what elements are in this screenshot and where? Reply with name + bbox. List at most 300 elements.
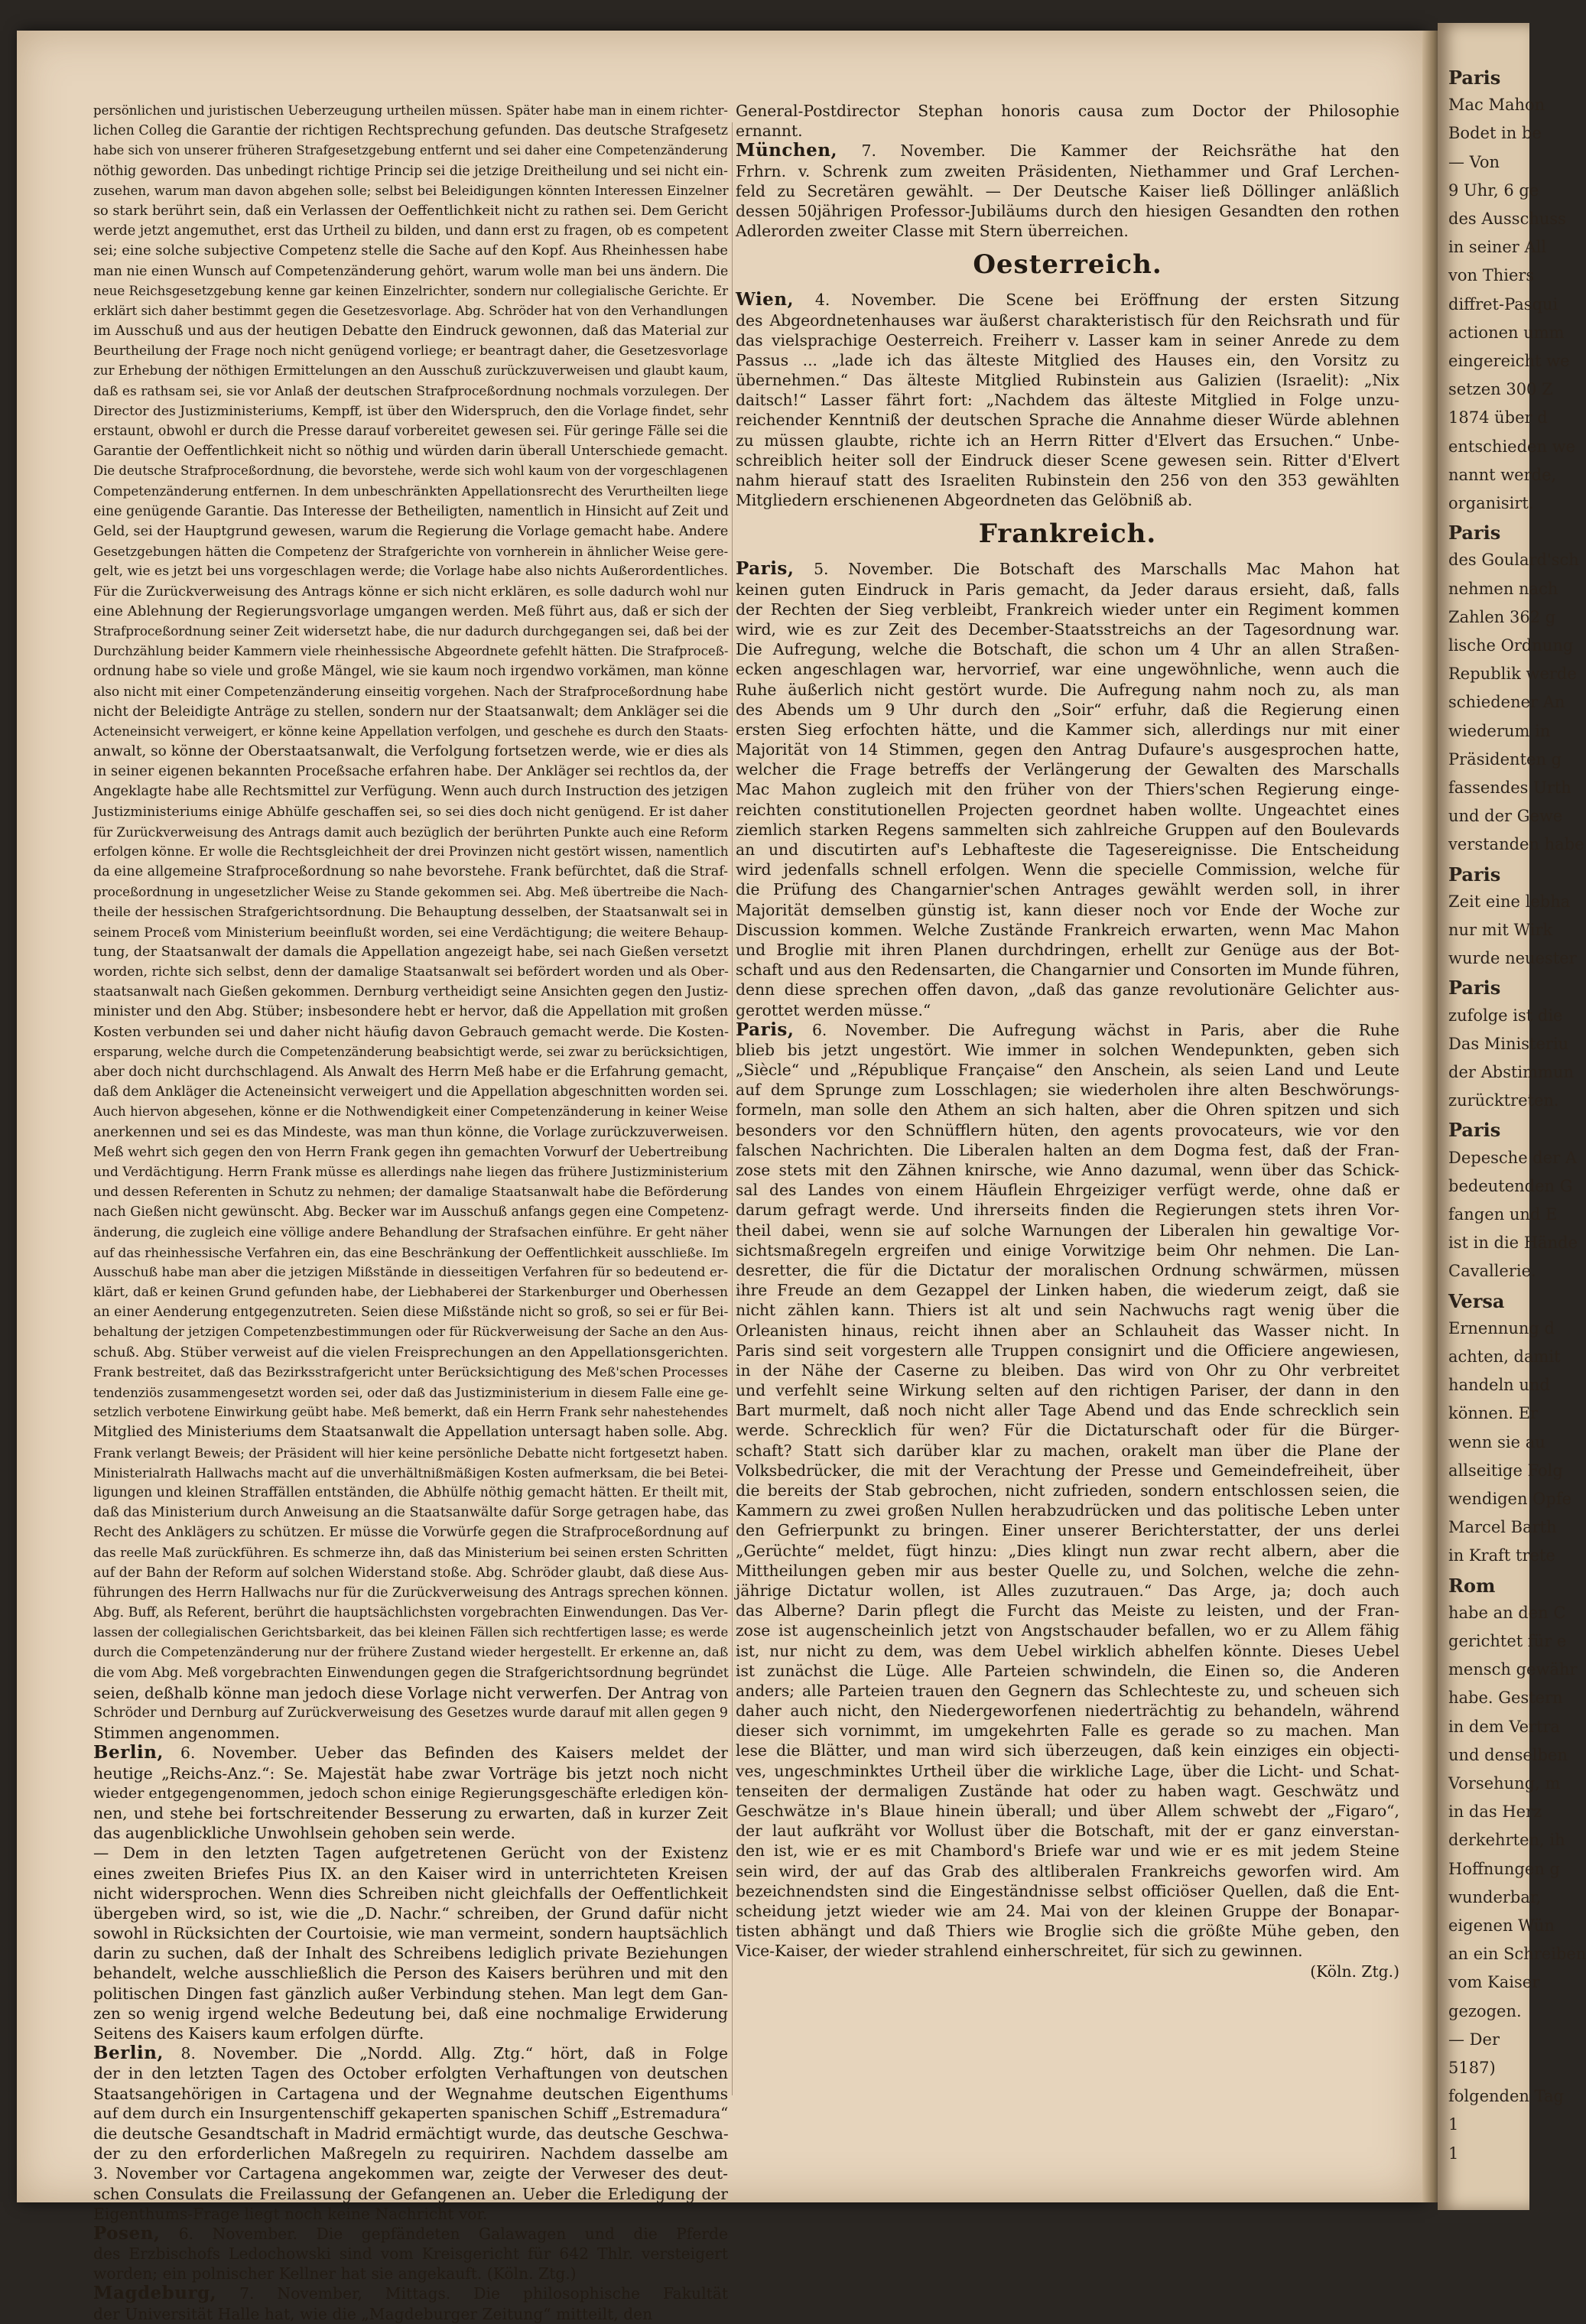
line-text: schaft? Statt sich darüber klar zu machen, orakelt man über die Plane der [736,1441,1399,1460]
line-text: Ausschuß habe man aber die jetzigen Mißstände in diesseitigen Verfahren für so bedeutend er- [93,1264,728,1280]
text-line [93,1443,728,1463]
line-text: nahm hierauf statt des Israeliten Rubinstein den 256 von den 353 gewählten [736,471,1399,489]
line-text: schreiblich heiter soll der Eindruck dieser Scene gewesen sein. Ritter d'Elvert [736,450,1399,470]
text-line [93,1022,728,1042]
text-line [93,2104,728,2124]
text-line [736,619,1399,639]
adjacent-page-edge [1438,23,1586,2210]
text-line [93,482,728,502]
text-line [93,742,728,762]
line-text: werde jetzt angemuthet, erst das Urtheil zu bilden, und dann erst zu fragen, ob es competent [93,223,729,239]
line-text: ernannt. [736,122,803,141]
line-text: welcher die Frage betreffs der Verlängerung der Gewalten des Marschalls [736,760,1399,779]
left-column [93,101,730,2323]
section-heading-austria: Oesterreich. [973,249,1162,281]
line-text: anerkennen und sei es das Mindeste, was man thun könne, die Vorlage zurückzuverweisen. [93,1123,729,1140]
text-line [736,1561,1399,1581]
line-text: Frank bestreitet, daß das Bezirksstrafgericht unter Berücksichtigung des Meß'schen Processes [93,1364,728,1380]
text-line [736,820,1399,840]
text-line [93,2204,728,2224]
adjacent-page-text: wenn sie au [1448,1432,1545,1451]
line-text: sal des Landes von einem Häuflein Ehrgeiziger verfügt werde, ohne daß er [736,1181,1399,1200]
adjacent-page-text: Cavallerie. [1448,1262,1536,1281]
adjacent-page-text: verstanden habe [1448,835,1584,854]
adjacent-page-text: derkehrten, ih [1448,1831,1565,1850]
adjacent-page-text: Das Ministeriu [1448,1034,1569,1053]
line-text: proceßordnung in ungesetzlicher Weise zu Stande gekommen sei. Abg. Meß übertreibe die Nach- [93,884,728,900]
adjacent-page-text: — Der [1448,2030,1500,2049]
adjacent-page-text: der Abstimmun [1448,1063,1575,1081]
text-line [736,680,1399,700]
text-line [736,1080,1399,1100]
line-text: wird, wie es zur Zeit des December-Staatsstreichs an der Tagesordnung war. [736,619,1399,639]
adjacent-page-text: Rom [1448,1574,1496,1597]
text-line [93,822,728,842]
text-line [736,1140,1399,1160]
text-line [736,121,1399,141]
text-line [736,1881,1399,1901]
adjacent-page-text: Paris [1448,522,1501,544]
line-text: 8. November. Die „Nordd. Allg. Ztg.“ hört, daß in Folge [163,2044,728,2063]
line-text: anders; alle Parteien trauen den Gegnern das Schlechteste zu, und scheuen sich [736,1681,1399,1700]
text-line [93,762,728,782]
text-line [93,2264,728,2283]
line-text: daß das Ministerium durch Anweisung an die Staatsanwälte dafür Sorge getragen habe, das [93,1505,729,1521]
line-text: also nicht mit einer Competenzänderung einseitig vorgehen. Nach der Strafproceßordnung habe [93,684,728,700]
line-text: Eigenthums-Frage liegt noch keine Nachricht vor. [93,2204,488,2223]
text-line [736,1461,1399,1481]
line-text: Majorität von 14 Stimmen, gegen den Antrag Dufaure's ausgesprochen hatte, [736,740,1399,759]
adjacent-page-text: gezogen. [1448,2001,1522,2020]
column-rule [732,122,733,2095]
adjacent-page-text: setzen 300 Z [1448,380,1553,399]
text-line [736,101,1399,121]
adjacent-page-text: fassendes Urth [1448,778,1571,797]
text-line [93,1563,728,1583]
line-text: lese die Blätter, und man wird sich überzeugen, daß kein einziges ein objecti- [736,1741,1399,1760]
line-text: sowohl in Rücksichten der Courtoisie, wie man vermeint, sondern hauptsächlich [93,1924,728,1943]
text-line [93,1743,728,1763]
adjacent-page-text: Hoffnungen g [1448,1859,1560,1878]
text-line [736,1221,1399,1240]
adjacent-page-text: bedeutenden G [1448,1176,1573,1195]
line-text: daher auch nicht, den Niedergeworfenen niederträchtig zu behandeln, während [736,1702,1399,1721]
text-line [93,902,728,922]
line-text: eines zweiten Briefes Pius IX. an den Kaiser wird in unterrichteten Kreisen [93,1864,728,1883]
text-line [736,1721,1399,1741]
adjacent-page-text: Paris [1448,1119,1501,1142]
text-line [93,1383,728,1403]
line-text: klärt, daß er keinen Grund gefunden habe, der Liebhaberei der Starkenburger und Oberhessen [93,1285,728,1301]
line-text: Beurtheilung der Frage noch nicht genügend vorliege; er beantragt daher, die Gesetzesvorlage [93,343,728,359]
line-text: bezeichnendsten sind die Eingeständnisse selbst officiöser Quellen, daß die Ent- [736,1881,1399,1900]
dateline: Wien, [736,289,795,310]
adjacent-page-text: Bodet in be [1448,124,1542,143]
line-text: des Abgeordnetenhauses war äußerst charakteristisch für den Reichsrath und für [736,310,1399,330]
text-line [93,622,728,642]
line-text: ihre Freude an dem Gezappel der Linken haben, die wiederum zeigt, daß sie [736,1281,1399,1300]
text-line [93,101,728,121]
line-text: persönlichen und juristischen Ueberzeugung urtheilen müssen. Später habe man in einem richter- [93,103,728,118]
text-line [736,470,1399,490]
text-line [93,702,728,722]
adjacent-page-text: entschieden we [1448,437,1576,456]
text-line [93,1403,728,1422]
line-text: besonders vor den Schnüfflern hüten, den agents provocateurs, wie vor den [736,1120,1399,1139]
text-line [93,1483,728,1503]
adjacent-page-text: gerichtet für e [1448,1632,1567,1650]
line-text: Kosten verbunden sei und daher nicht häufig davon Gebrauch gemacht werde. Die Kosten- [93,1023,730,1040]
text-line [736,1240,1399,1260]
line-text: tisten abhängt und daß Thiers wie Broglie sich die größte Mühe geben, den [736,1922,1399,1941]
text-line [93,1343,728,1363]
text-line [736,860,1399,879]
text-line [736,1601,1399,1620]
text-line [736,1400,1399,1420]
text-line [93,1162,728,1182]
text-line [736,1620,1399,1640]
text-line [736,1300,1399,1320]
line-text: wird jedenfalls schnell erfolgen. Wenn die specielle Commission, welche für [736,860,1399,879]
text-line [736,659,1399,679]
line-text: keinen guten Eindruck in Paris gemacht, da Jeder daraus ersieht, daß, falls [736,580,1399,599]
line-text: auf der Bahn der Reform auf solchen Widerstand stoße. Abg. Schröder glaubt, daß diese Aus- [93,1565,729,1581]
text-line [93,2084,728,2104]
text-line [736,840,1399,860]
text-line [93,1823,728,1843]
text-line [93,2124,728,2144]
text-line [736,1520,1399,1540]
line-text: formeln, man solle den Athem an sich halten, aber die Ohren spitzen und sich [736,1100,1399,1120]
text-line [93,842,728,862]
adjacent-page-text: nannt werde, [1448,465,1557,484]
dateline: München, [736,140,837,161]
line-text: Strafproceßordnung seiner Zeit widersetzt habe, die nur dadurch durchgegangen sei, daß bei der [93,623,729,639]
line-text: das augenblickliche Unwohlsein gehoben sein werde. [93,1824,515,1843]
line-text: schuß. Abg. Stüber verweist auf die vielen Freisprechungen an den Appellationsgerichten. [93,1344,729,1360]
text-line [736,1500,1399,1520]
text-line [93,1923,728,1943]
text-line [736,1861,1399,1881]
text-line [736,1380,1399,1400]
line-text: und verfehlt seine Wirkung selten auf den richtigen Pariser, der dann in den [736,1381,1399,1400]
text-line [736,1901,1399,1921]
line-text: im Ausschuß und aus der heutigen Debatte den Eindruck gewonnen, daß das Material zur [93,323,729,340]
text-line [93,1322,728,1342]
adjacent-page-text: ist in die Hände [1448,1234,1578,1253]
line-text: an einer Aenderung entgegenzutreten. Seien diese Mißstände nicht so groß, so sei er für Bei- [93,1305,729,1321]
text-line [93,161,728,181]
line-text: an und discutirten auf's Lebhafteste die Tagesereignisse. Die Entscheidung [736,840,1399,859]
adjacent-page-text: allseitige Folg [1448,1461,1563,1480]
line-text: Justizministeriums einige Abhülfe geschaffen sei, so sei dies doch nicht genügend. Er ist daher [93,804,729,820]
line-text: Mac Mahon zugleich mit den früher von der Thiers'schen Regierung einge- [736,780,1399,799]
text-line [736,350,1399,370]
adjacent-page-text: zurücktreten. [1448,1091,1559,1110]
text-line [93,661,728,681]
text-line [736,1801,1399,1821]
dateline: Berlin, [93,1742,164,1763]
line-text: und Verdächtigung. Herrn Frank müsse es allerdings nahe liegen das frühere Justizministerium [93,1164,729,1180]
line-text: tenseiten der dermaligen Zustände hat oder zu haben wagt. Geschwätz und [736,1781,1399,1800]
line-text: blieb bis jetzt ungestört. Wie immer in solchen Wendepunkten, geben sich [736,1040,1399,1059]
line-text: sei; eine solche subjective Competenz stelle die Sache auf den Kopf. Aus Rheinhessen habe [93,242,728,259]
adjacent-page-text: achten, damit [1448,1347,1561,1366]
line-text: sichtsmaßregeln ergreifen und einige Vorwitzige beim Ohr nehmen. Die Lan- [736,1240,1399,1260]
line-text: Ruhe äußerlich nicht gestört wurde. Die Aufregung nahm noch zu, als man [736,680,1399,699]
text-line [93,321,728,341]
line-text: Die Aufregung, welche die Botschaft, die schon um 4 Uhr an allen Straßen- [736,640,1399,659]
text-line [736,450,1399,470]
adjacent-page-text: von Thiers [1448,266,1535,285]
text-line [93,401,728,421]
line-text: Discussion kommen. Welche Zustände Frankreich erwarten, wenn Mac Mahon [736,920,1399,939]
line-text: Orleanisten hinaus, reicht ihnen aber an Schlauheit das Wasser nicht. In [736,1321,1399,1340]
text-line [93,642,728,661]
adjacent-page-text: Paris [1448,977,1501,999]
line-text: da eine allgemeine Strafproceßordnung so nahe bevorstehe. Frank befürchtet, daß die Straf- [93,864,728,880]
line-text: wieder entgegengenommen, jedoch schon einige Regierungsgeschäfte erledigen kön- [93,1784,729,1802]
adjacent-page-text: — Von [1448,152,1500,171]
line-text: seinem Proceß vom Ministerium beeinflußt worden, sei eine Verdächtigung; die weitere Behaup- [93,924,729,940]
text-line [93,421,728,441]
line-text: Abg. Buff, als Referent, berührt die hauptsächlichsten vorgebrachten Einwendungen. Das Ver- [93,1605,729,1621]
line-text: 4. November. Die Scene bei Eröffnung der ersten Sitzung [794,291,1399,310]
line-text: die deutsche Gesandtschaft in Madrid ermächtigt wurde, das deutsche Geschwa- [93,2124,729,2143]
line-text: staatsanwalt nach Gießen gekommen. Dernburg vertheidigt seine Ansichten gegen den Justiz- [93,984,729,1000]
line-text: Acteneinsicht verweigert, er könne keine Appellation verfolgen, und geschehe es durch den Staats- [93,723,728,739]
text-line [93,1223,728,1243]
text-line [93,2283,728,2303]
line-text: für Zurückverweisung des Antrags damit auch bezüglich der berührten Punkte auch eine Reform [93,824,729,840]
line-text: Majorität demselben günstig ist, kann dieser noch vor Ende der Woche zur [736,900,1399,919]
text-line [93,262,728,281]
line-text: Stimmen angenommen. [93,1724,280,1743]
line-text: erklärt sich daher bestimmt gegen die Gesetzesvorlage. Abg. Schröder hat von den Verhandlungen [93,303,728,318]
line-text: Mitgliedern erschienenen Abgeordneten das Gelöbniß ab. [736,491,1193,510]
text-line [93,301,728,321]
line-text: „Gerüchte“ meldet, fügt hinzu: „Dies klingt nun zwar recht albern, aber die [736,1541,1399,1560]
line-text: Angeklagte habe alle Rechtsmittel zur Verfügung. Wenn auch durch Instruction des jetzigen [93,784,729,800]
text-line [736,1120,1399,1140]
line-text: behandelt, welche ausschließlich die Person des Kaisers berühren und mit den [93,1964,728,1983]
adjacent-page-text: habe. Gestern [1448,1689,1563,1708]
line-text: erstaunt, obwohl er durch die Presse darauf vorbereitet gewesen sei. Für geringe Fälle sei die [93,424,728,439]
text-line [736,1821,1399,1841]
line-text: denn diese sprechen offen davon, „daß das ganze revolutionäre Gelichter aus- [736,980,1399,999]
line-text: behaltung der jetzigen Competenzbestimmungen oder für Rückverweisung der Sache an den Aus- [93,1325,729,1340]
text-line [736,490,1399,510]
text-line [736,1701,1399,1721]
line-text: führungen des Herrn Hallwachs nur für die Zurückverweisung des Antrags sprechen können. [93,1585,729,1601]
text-line [736,201,1399,221]
line-text: änderung, die zugleich eine völlige andere Behandlung der Strafsachen einführe. Er geht näher [93,1224,729,1240]
text-line [93,522,728,541]
text-line [93,1583,728,1603]
adjacent-page-text: 9 Uhr, 6 ge [1448,180,1539,200]
line-text: nen, und stehe bei fortschreitender Besserung zu erwarten, daß in kurzer Zeit [93,1803,728,1822]
line-text: Volksbedrücker, die mit der Verachtung der Presse und Gemeindefreiheit, über [736,1461,1399,1480]
adjacent-page-text: Zeit eine lebha [1448,892,1571,911]
line-text: nöthig geworden. Das unbedingt richtige Princip sei die jetzige Dreitheilung und sei nicht ein- [93,163,729,179]
line-text: lassen der collegialischen Gerichtsbarkeit, das bei kleinen Fällen sich rechtfertigen lasse; es werde [93,1625,729,1640]
line-text: durch die Competenzänderung nur der frühere Zustand wieder hergestellt. Er erkenne an, daß [93,1645,729,1661]
line-text: dessen 50jährigen Professor-Jubiläums durch den hiesigen Gesandten den rothen [736,201,1399,220]
text-line [736,779,1399,799]
text-line [736,1160,1399,1180]
line-text: 6. November. Die Aufregung wächst in Paris, aber die Ruhe [794,1020,1399,1039]
line-text: Paris sind seit vorgestern alle Truppen consignirt und die Officiere angewiesen, [736,1341,1399,1360]
text-line [93,922,728,942]
text-line [93,882,728,902]
adjacent-page-text: fangen und E [1448,1205,1558,1224]
adjacent-page-text: Depesche der A [1448,1148,1578,1167]
line-text: Ministerialrath Hallwachs macht auf die unverhältnißmäßigen Kosten aufmerksam, die bei Betei- [93,1464,729,1481]
line-text: und dessen Referenten in Schutz zu nehmen; der damalige Staatsanwalt habe die Beförderung [93,1185,729,1201]
line-text: heutige „Reichs-Anz.“: Se. Majestät habe zwar Vorträge bis jetzt noch nicht [93,1763,728,1783]
text-line [93,1082,728,1102]
text-line [736,1020,1399,1040]
adjacent-page-text: des Ausschuss [1448,210,1566,228]
text-line [93,862,728,882]
line-text: worden, richte sich selbst, denn der damalige Staatsanwalt sei befördert worden und als Ober- [93,964,729,980]
adjacent-page-text: Ernennung d [1448,1318,1555,1338]
line-text: 6. November. Die gepfändeten Galawagen und die Pferde [160,2224,728,2243]
line-text: Gesetzgebungen hätten die Competenz der Strafgerichte von vornherein in ähnlicher Weise gere- [93,544,729,560]
line-text: ligungen und kleinen Straffällen entständen, die Abhülfe nöthig gemacht hätten. Er theilt mit, [93,1484,729,1500]
text-line [93,441,728,461]
line-text: Kammern zu zwei großen Nullen herabzudrücken und das politische Leben unter [736,1501,1399,1520]
text-line [736,980,1399,999]
adjacent-page-text: in Kraft trete [1448,1546,1555,1565]
text-line [736,1180,1399,1200]
line-text: neue Reichsgesetzgebung kenne gar keinen Einzelrichter, sondern nur collegialische Gerichte. Er [93,283,729,298]
line-text: 7. November, Mittags. Die philosophische Fakultät [216,2284,728,2303]
text-line [93,241,728,261]
line-text: daß es rathsam sei, sie vor Anlaß der deutschen Strafproceßordnung nochmals vorzulegen. Der [93,383,729,399]
line-text: 7. November. Die Kammer der Reichsräthe hat den [837,141,1399,161]
text-line [93,1263,728,1282]
text-line [736,310,1399,330]
adjacent-page-text: wiederum in [1448,721,1551,740]
line-text: und Broglie mit ihren Planen durchdringen, erhellt zur Genüge aus der Bot- [736,940,1399,959]
text-line [736,221,1399,241]
line-text: man nie einen Wunsch auf Competenzänderung gehört, warum wolle man bei uns ändern. Die [93,263,729,279]
text-line [93,181,728,201]
text-line [93,561,728,581]
text-line [736,700,1399,720]
line-text: eine genügende Garantie. Das Interesse der Betheiligten, namentlich in Hinsicht auf Zeit und [93,503,729,519]
adjacent-page-text: Paris [1448,67,1501,89]
adjacent-page-text: handeln und [1448,1376,1550,1395]
text-line [93,1803,728,1823]
adjacent-page-text: an ein Schreiben [1448,1945,1586,1964]
line-text: seien, deßhalb könne man jedoch diese Vorlage nicht verwerfen. Der Antrag von [93,1683,729,1702]
text-line [93,1943,728,1963]
line-text: daitsch!“ Lasser fährt fort: „Nachdem das älteste Mitglied in Folge unzu- [736,391,1399,410]
adjacent-page-text: wurde neuester [1448,949,1577,968]
adjacent-page-text: Mac Mahon [1448,96,1545,115]
text-line [736,1781,1399,1801]
text-line [93,1042,728,1062]
text-line [736,1641,1399,1661]
adjacent-page-text: Präsidenten g [1448,749,1562,769]
line-text: Staatsangehörigen in Cartagena und der Wegnahme deutschen Eigenthums [93,2084,728,2103]
text-line [736,720,1399,739]
adjacent-page-text: nehmen nach [1448,579,1558,598]
text-line [736,1741,1399,1760]
text-line [736,1761,1399,1781]
adjacent-page-text: Versa [1448,1289,1505,1312]
adjacent-page-text: folgenden Tag [1448,2087,1564,2106]
dateline: Paris, [736,1019,795,1040]
text-line [93,201,728,221]
line-text: nicht zählen kann. Thiers ist alt und sein Nachwuchs ragt wenig über die [736,1301,1399,1320]
adjacent-page-text: Paris [1448,863,1501,886]
text-line [93,1543,728,1563]
line-text: Seitens des Kaisers kaum erfolgen dürfte. [93,2024,424,2043]
line-text: auf dem durch ein Insurgentenschiff gekaperten spanischen Schiff „Estremadura“ [93,2104,729,2122]
text-line [93,1864,728,1884]
text-line [93,2304,728,2324]
adjacent-page-text: schiedener An [1448,693,1565,712]
newspaper-page [17,31,1422,2323]
adjacent-page-text: wunderbar, [1448,1887,1542,1906]
line-text: gelt, wie es jetzt bei uns vorgeschlagen werde; die Vorlage habe also nichts Außerordentliches. [93,564,729,580]
text-line [93,1503,728,1523]
text-line [93,382,728,401]
text-line [93,461,728,481]
text-line [93,2184,728,2204]
text-line [93,1002,728,1022]
line-text: Die deutsche Strafproceßordnung, die bevorstehe, werde sich wohl kaum von der vorgeschlagenen [93,463,728,479]
text-line [93,1123,728,1142]
text-line [93,602,728,622]
text-line [93,1463,728,1483]
line-text: theil dabei, wenn sie auf solche Warnungen der Liberalen hin gewaltige Vor- [736,1221,1399,1240]
text-line [93,942,728,962]
text-line [93,1723,728,1743]
line-text: ecken angeschlagen war, hervorrief, war eine ungewöhnliche, wenn auch die [736,660,1399,679]
text-line [93,1243,728,1263]
adjacent-page-text: Vorsehung, m [1448,1774,1561,1793]
line-text: Meß wehrt sich gegen den von Herrn Frank gegen ihn gemachten Vorwurf der Uebertreibung [93,1144,729,1160]
line-text: nicht widersprochen. Wenn dies Schreiben nicht gleichfalls der Oeffentlichkeit [93,1884,728,1903]
line-text: scheidung jetzt wieder wie am 24. Mai von der kleinen Gruppe der Bonapar- [736,1901,1399,1920]
text-line [93,1884,728,1903]
line-text: die bereits der Stab gebrochen, nicht zufrieden, sondern entschlossen seien, die [736,1481,1399,1500]
line-text: minister und den Abg. Stüber; insbesondere hebt er hervor, daß die Appellation mit großen [93,1003,729,1020]
text-line [93,2043,728,2063]
text-line [736,1941,1399,1961]
adjacent-page-text: 1 [1448,2115,1459,2134]
line-text: übergeben wird, so ist, wie die „D. Nachr.“ schreiben, der Grund dafür nicht [93,1903,728,1923]
line-text: Geld, sei der Hauptgrund gewesen, warum die Regierung die Vorlage gemacht habe. Andere [93,523,729,539]
text-line [93,1142,728,1162]
line-text: der Universität Halle hat, wie die „Magdeburger Zeitung“ mitteilt, den [93,2304,653,2323]
line-text: Geschwätze in's Blaue hinein überall; und über Allem schwebt der „Figaro“, [736,1802,1399,1820]
text-line [93,1963,728,1983]
text-line [93,1422,728,1442]
line-text: ersten Sieg erfochten hätte, und die Kammer sich, allerdings nur mit einer [736,720,1399,739]
line-text: zen so wenig irgend welche Bedeutung bei, daß eine nochmalige Erwiderung [93,2004,728,2023]
text-line [93,1102,728,1122]
line-text: — Dem in den letzten Tagen aufgetretenen Gerücht von der Existenz [93,1844,728,1863]
text-line [736,639,1399,659]
text-line [736,161,1399,181]
adjacent-page-text: 1874 über d [1448,408,1548,427]
text-line [93,141,728,161]
